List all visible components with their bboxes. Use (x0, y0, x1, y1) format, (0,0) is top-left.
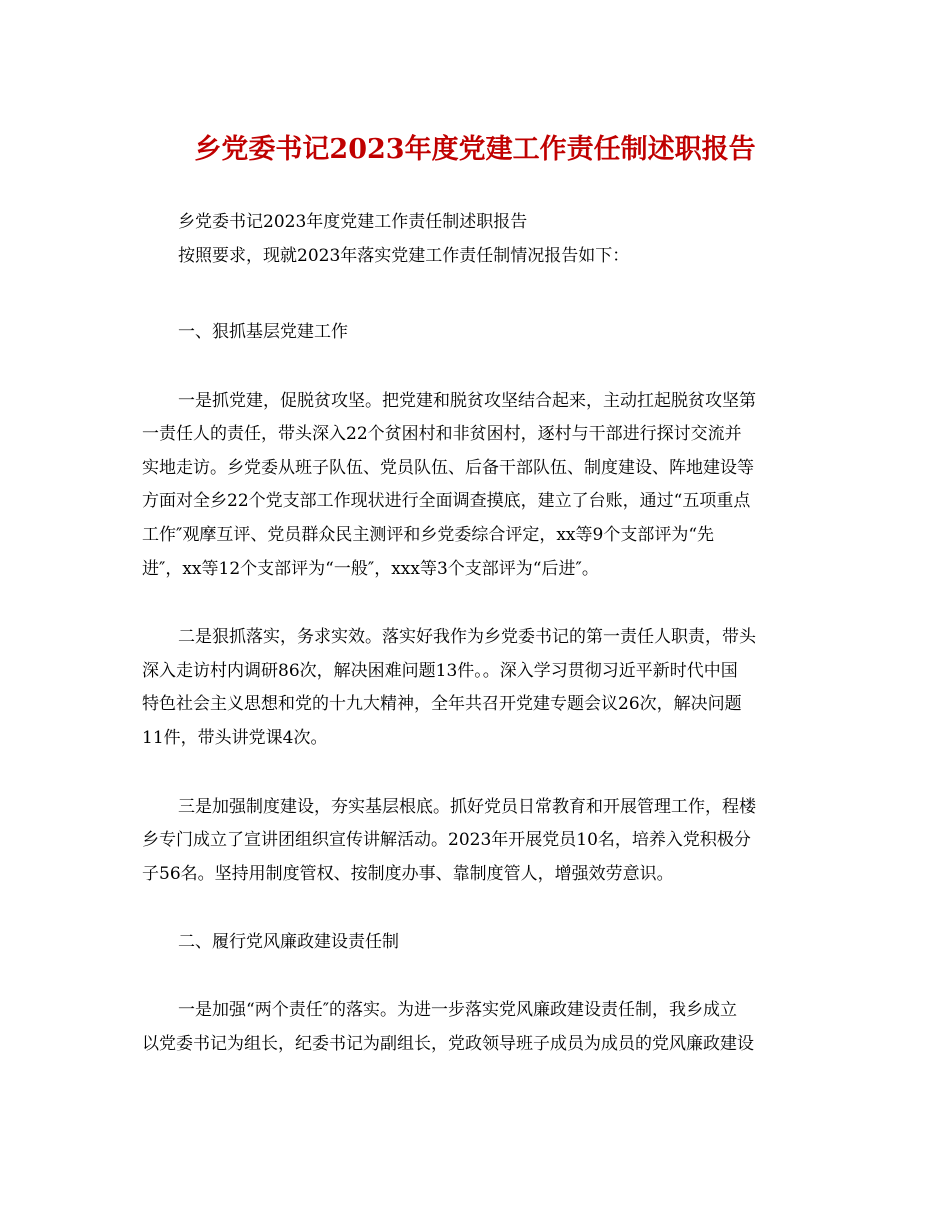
paragraph-line: 三是加强制度建设，夯实基层根底。抓好党员日常教育和开展管理工作，程楼 (178, 797, 756, 817)
paragraph-line: 方面对全乡22个党支部工作现状进行全面调查摸底，建立了台账，通过“五项重点 (142, 491, 751, 511)
paragraph-line: 进″，xx等12个支部评为“一般″，xxx等3个支部评为“后进″。 (142, 559, 599, 579)
paragraph-line: 深入走访村内调研86次，解决困难问题13件。。深入学习贯彻习近平新时代中国 (142, 661, 738, 681)
paragraph-line: 一责任人的责任，带头深入22个贫困村和非贫困村，逐村与干部进行探讨交流并 (142, 424, 742, 444)
section-heading-2: 二、履行党风廉政建设责任制 (178, 932, 399, 952)
paragraph-line: 一是抓党建，促脱贫攻坚。把党建和脱贫攻坚结合起来，主动扛起脱贫攻坚第 (178, 391, 756, 411)
intro-line: 按照要求，现就2023年落实党建工作责任制情况报告如下： (178, 246, 630, 266)
paragraph-line: 工作″观摩互评、党员群众民主测评和乡党委综合评定，xx等9个支部评为“先 (142, 525, 715, 545)
paragraph-line: 一是加强“两个责任″的落实。为进一步落实党风廉政建设责任制，我乡成立 (178, 1000, 738, 1020)
paragraph-line: 以党委书记为组长，纪委书记为副组长，党政领导班子成员为成员的党风廉政建设 (142, 1034, 754, 1054)
paragraph-line: 特色社会主义思想和党的十九大精神，全年共召开党建专题会议26次，解决问题 (142, 694, 742, 714)
paragraph-line: 实地走访。乡党委从班子队伍、党员队伍、后备干部队伍、制度建设、阵地建设等 (142, 458, 754, 478)
paragraph-line: 乡专门成立了宣讲团组织宣传讲解活动。2023年开展党员10名，培养入党积极分 (142, 830, 751, 850)
paragraph-line: 11件，带头讲党课4次。 (142, 728, 328, 748)
paragraph-line: 子56名。坚持用制度管权、按制度办事、靠制度管人，增强效劳意识。 (142, 864, 674, 884)
section-heading-1: 一、狠抓基层党建工作 (178, 322, 348, 342)
subtitle-line: 乡党委书记2023年度党建工作责任制述职报告 (178, 212, 528, 232)
paragraph-line: 二是狠抓落实，务求实效。落实好我作为乡党委书记的第一责任人职责，带头 (178, 627, 756, 647)
document-title: 乡党委书记2023年度党建工作责任制述职报告 (194, 134, 756, 165)
